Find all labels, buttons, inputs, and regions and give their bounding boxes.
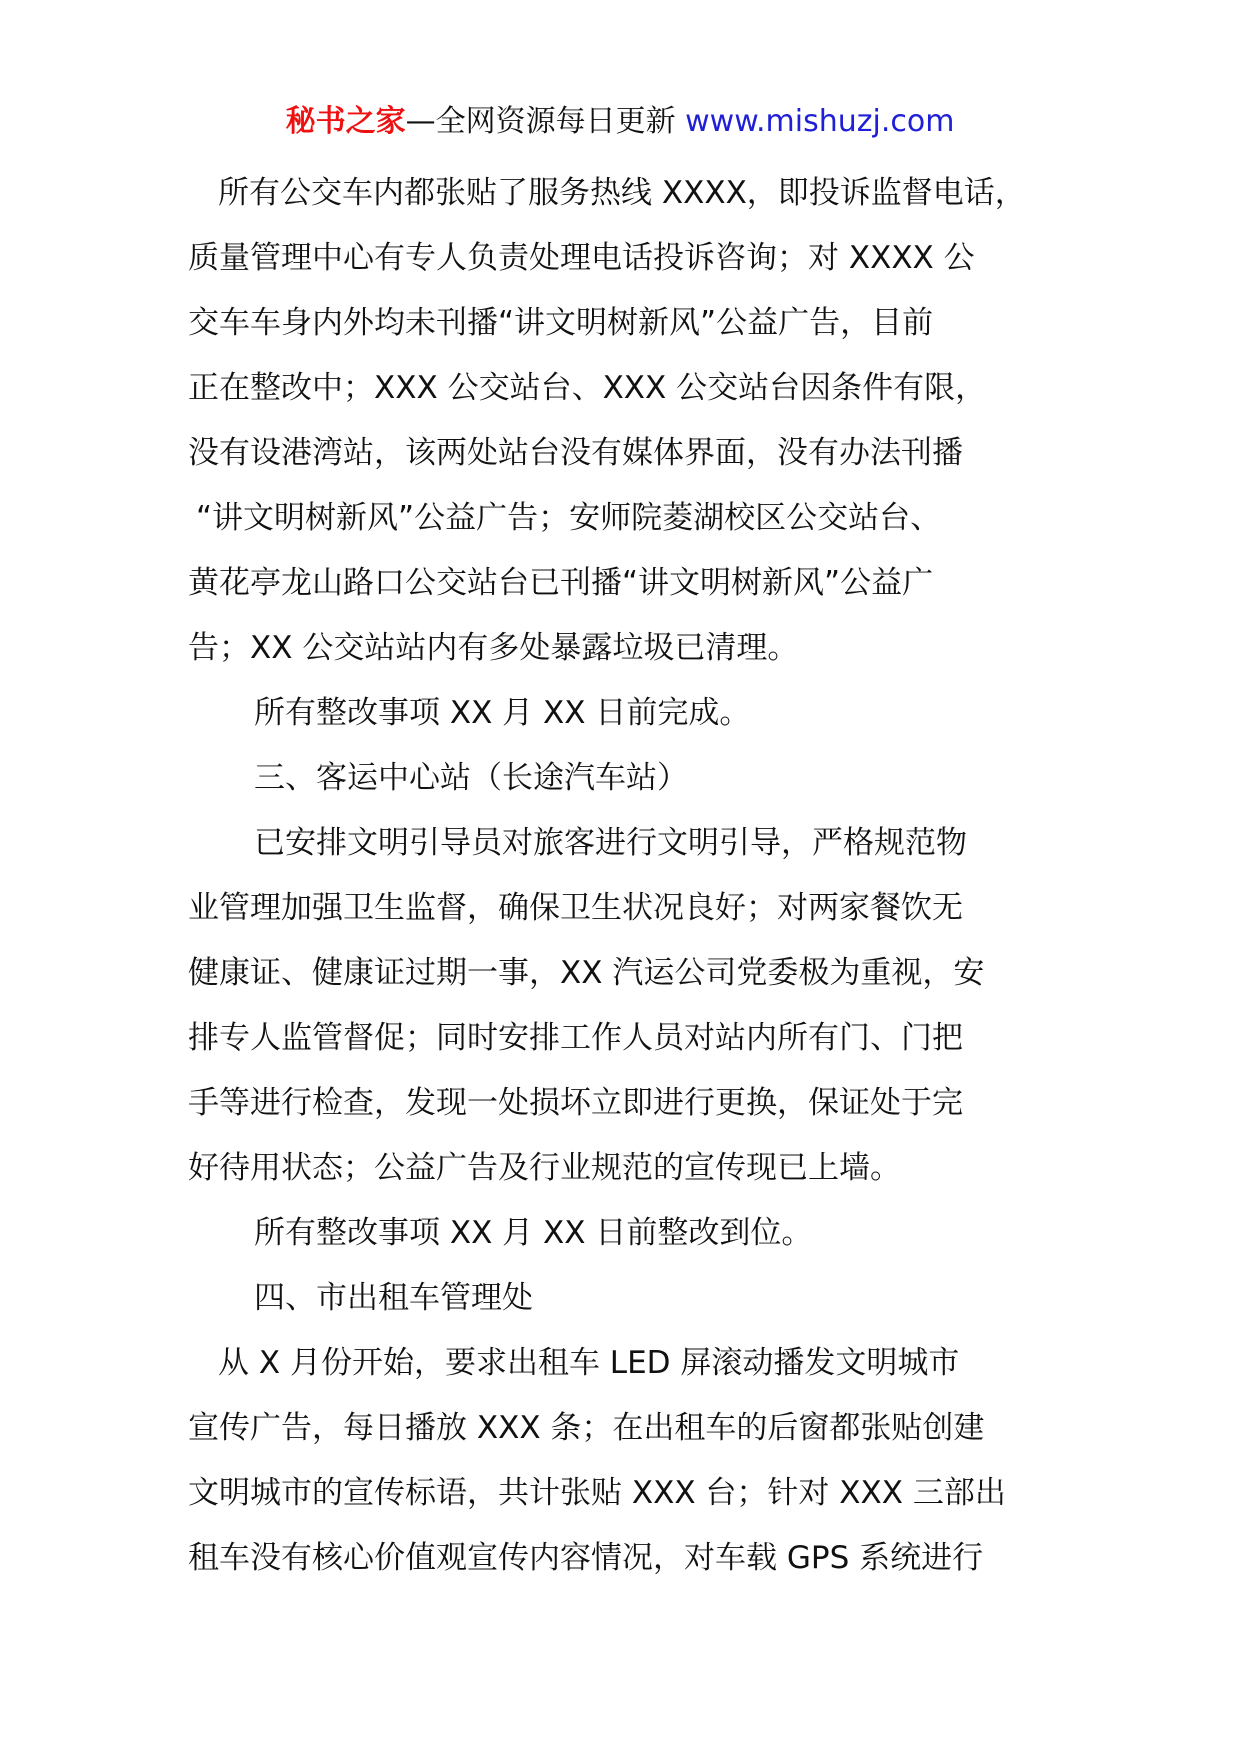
header-tagline: —全网资源每日更新 xyxy=(405,104,676,139)
text-line: 黄花亭龙山路口公交站台已刊播“讲文明树新风”公益广 xyxy=(188,565,934,601)
text-line: 宣传广告，每日播放 XXX 条；在出租车的后窗都张贴创建 xyxy=(188,1410,985,1446)
document-body xyxy=(188,168,1088,1598)
section-heading: 三、客运中心站（长途汽车站） xyxy=(254,760,688,796)
text-line: 没有设港湾站，该两处站台没有媒体界面，没有办法刊播 xyxy=(188,435,963,471)
text-line: 租车没有核心价值观宣传内容情况，对车载 GPS 系统进行 xyxy=(188,1540,984,1576)
text-line: 健康证、健康证过期一事，XX 汽运公司党委极为重视，安 xyxy=(188,955,985,991)
text-line: 文明城市的宣传标语，共计张贴 XXX 台；针对 XXX 三部出 xyxy=(188,1475,1006,1511)
site-url-link[interactable]: www.mishuzj.com xyxy=(685,104,955,139)
text-line: 从 X 月份开始，要求出租车 LED 屏滚动播发文明城市 xyxy=(218,1345,960,1381)
text-line: 告；XX 公交站站内有多处暴露垃圾已清理。 xyxy=(188,630,799,666)
text-line: 已安排文明引导员对旅客进行文明引导，严格规范物 xyxy=(254,825,967,861)
text-line: 业管理加强卫生监督，确保卫生状况良好；对两家餐饮无 xyxy=(188,890,963,926)
text-line: 排专人监管督促；同时安排工作人员对站内所有门、门把 xyxy=(188,1020,963,1056)
text-line: 质量管理中心有专人负责处理电话投诉咨询；对 XXXX 公 xyxy=(188,240,975,276)
text-line: “讲文明树新风”公益广告；安师院菱湖校区公交站台、 xyxy=(196,500,942,536)
text-line: 好待用状态；公益广告及行业规范的宣传现已上墙。 xyxy=(188,1150,901,1186)
text-line: 所有整改事项 XX 月 XX 日前整改到位。 xyxy=(254,1215,813,1251)
section-heading: 四、市出租车管理处 xyxy=(254,1280,533,1316)
text-line: 正在整改中；XXX 公交站台、XXX 公交站台因条件有限， xyxy=(188,370,987,406)
site-header xyxy=(0,102,1240,142)
text-line: 交车车身内外均未刊播“讲文明树新风”公益广告，目前 xyxy=(188,305,934,341)
text-line: 所有整改事项 XX 月 XX 日前完成。 xyxy=(254,695,751,731)
brand-name: 秘书之家 xyxy=(285,104,406,139)
text-line: 手等进行检查，发现一处损坏立即进行更换，保证处于完 xyxy=(188,1085,963,1121)
text-line: 所有公交车内都张贴了服务热线 XXXX，即投诉监督电话， xyxy=(218,175,1026,211)
